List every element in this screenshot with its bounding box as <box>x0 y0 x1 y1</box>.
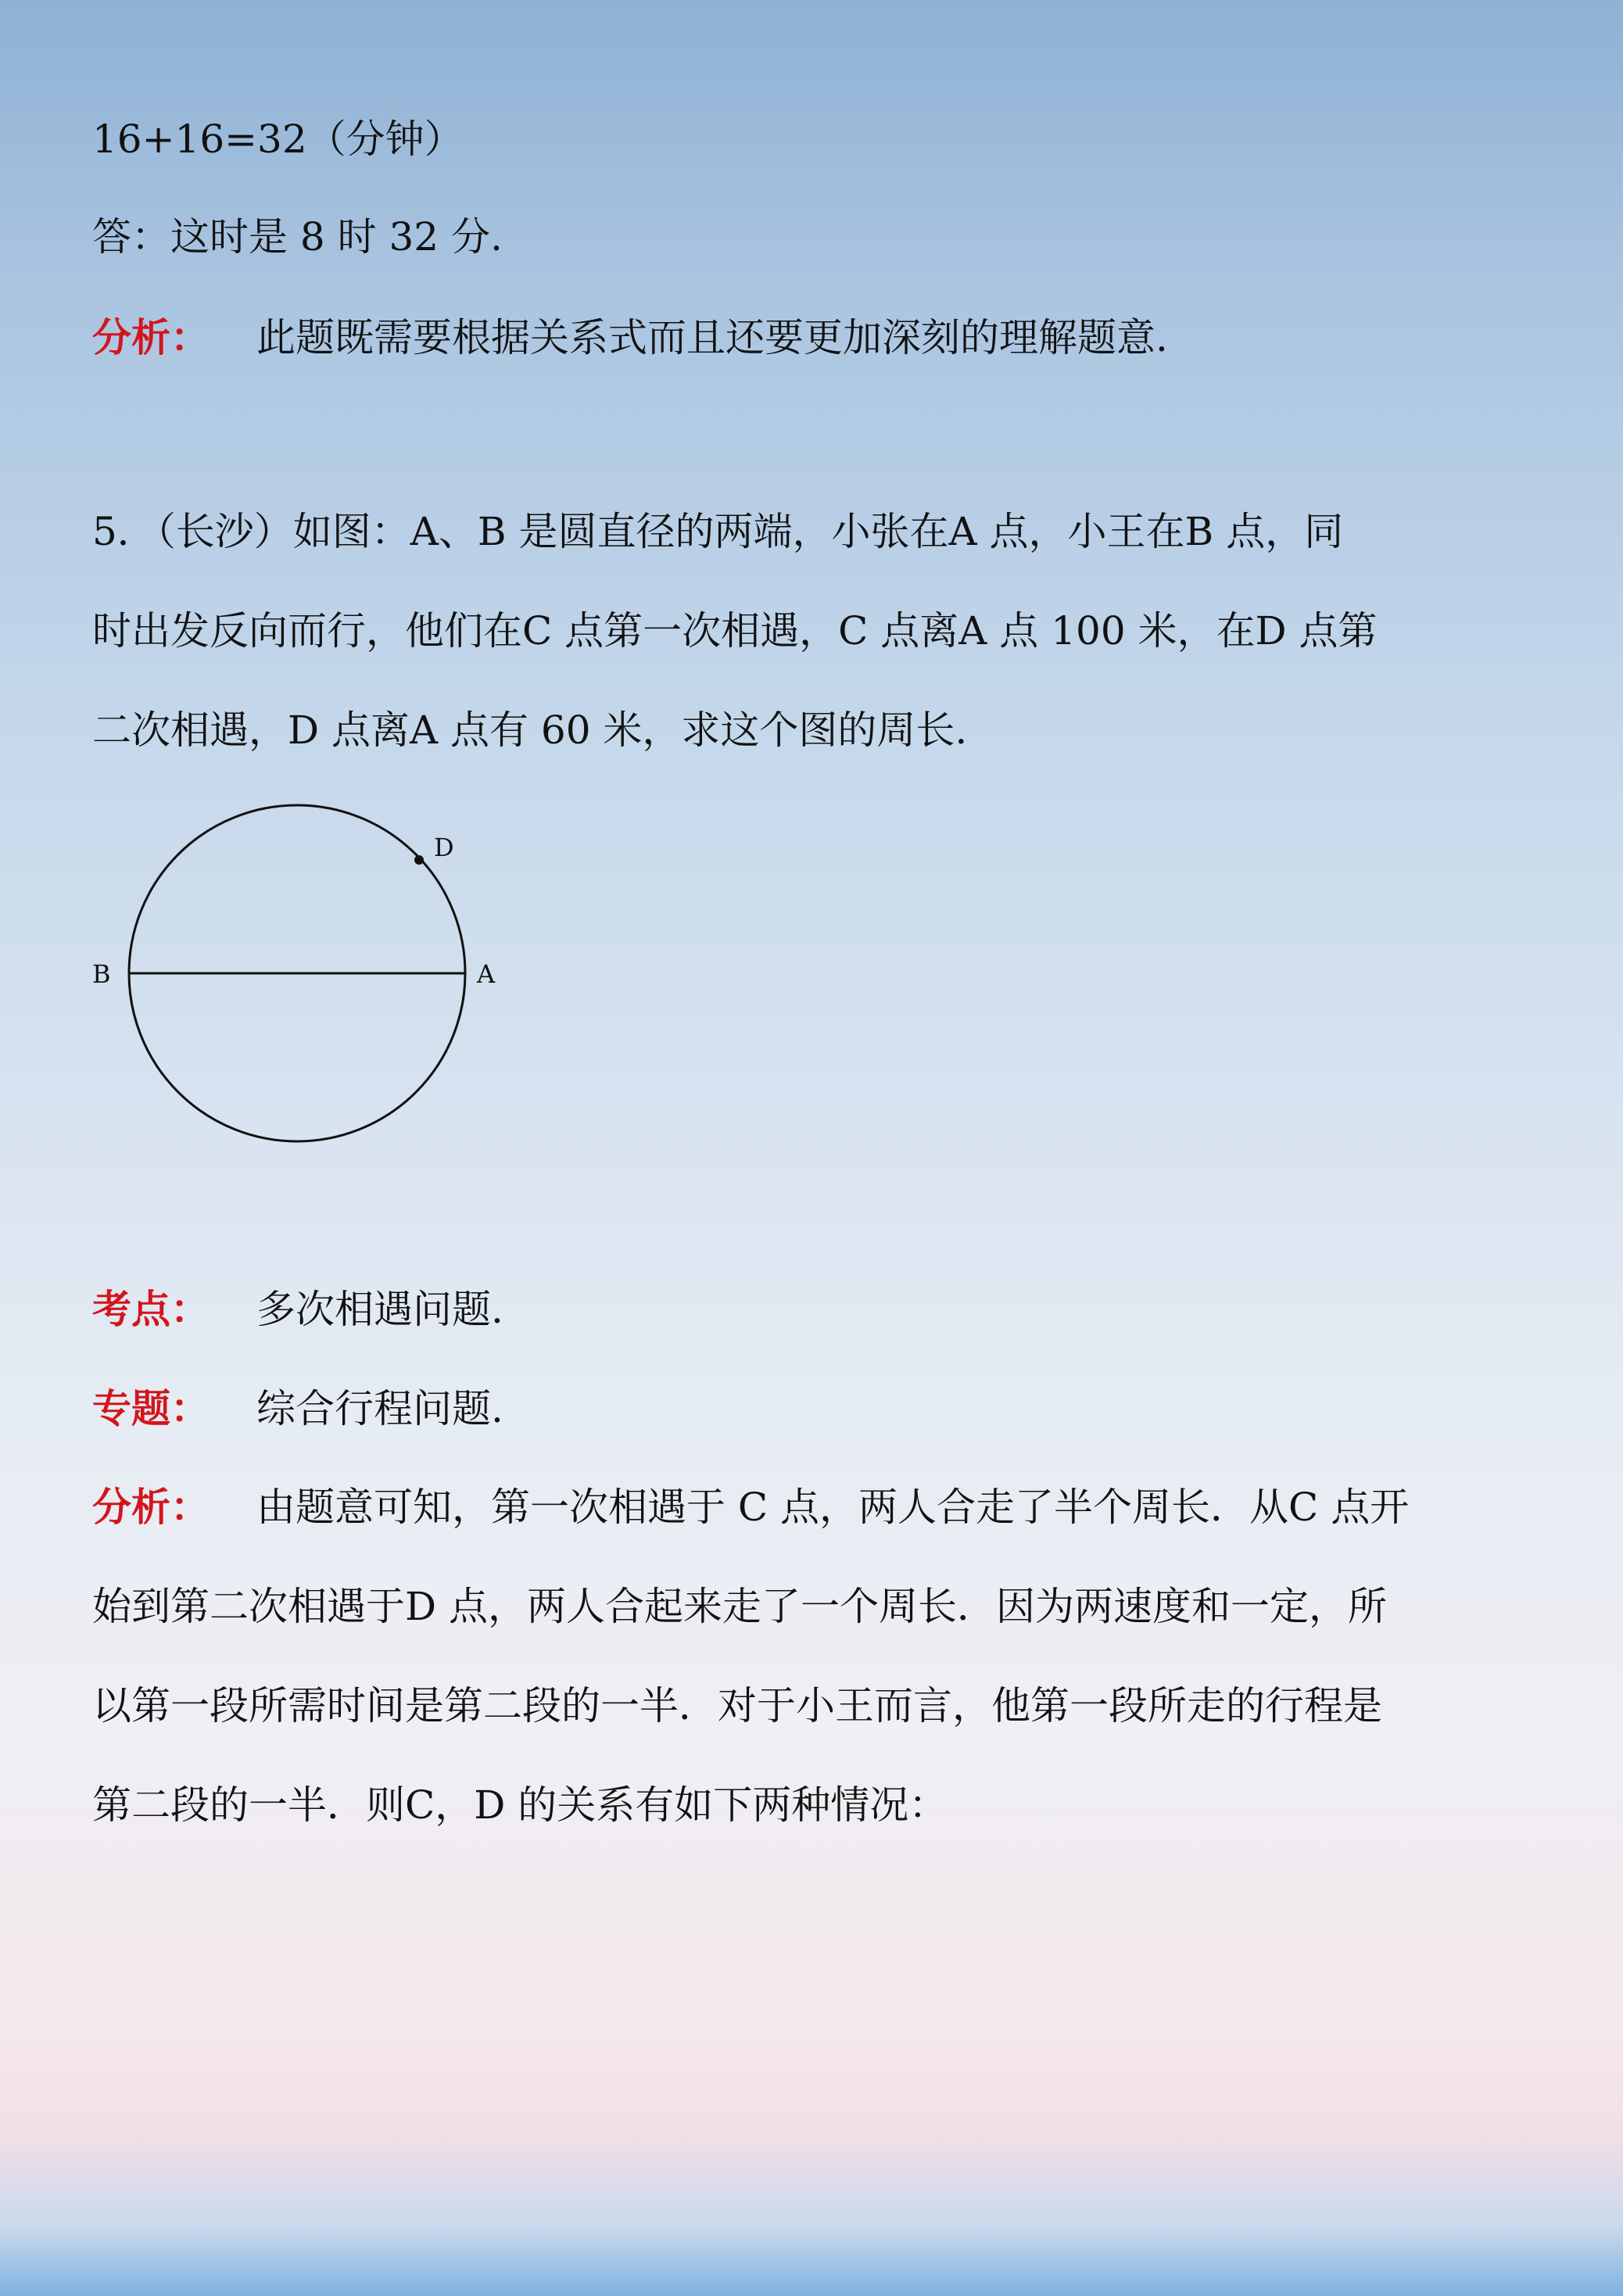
zhuanti-label: 专题： <box>92 1385 210 1431</box>
circle-diagram <box>78 790 516 1157</box>
label-b: B <box>92 959 111 989</box>
calc-line <box>92 116 464 163</box>
problem5-line3 <box>92 707 967 754</box>
analysis-text: 第二段的一半．则C，D 的关系有如下两种情况： <box>92 1782 948 1828</box>
problem-text: 5．（长沙）如图：A、B 是圆直径的两端，小张在A 点，小王在B 点，同 <box>92 509 1344 554</box>
calc-text: 16+16=32（分钟） <box>92 116 464 162</box>
analysis-text: 此题既需要根据关系式而且还要更加深刻的理解题意. <box>256 315 1168 360</box>
problem-text: 二次相遇，D 点离A 点有 60 米，求这个图的周长. <box>92 707 968 753</box>
label-d: D <box>434 833 454 862</box>
kaodian-text: 多次相遇问题. <box>256 1287 503 1332</box>
solution-analysis-line2 <box>92 1583 1387 1630</box>
analysis-label: 分析： <box>92 1484 210 1530</box>
analysis-line-section4 <box>92 314 1168 361</box>
analysis-text: 以第一段所需时间是第二段的一半．对于小王而言，他第一段所走的行程是 <box>92 1683 1382 1728</box>
analysis-label: 分析： <box>92 314 210 360</box>
zhuanti-text: 综合行程问题. <box>256 1386 503 1431</box>
zhuanti-line <box>92 1385 503 1432</box>
kaodian-label: 考点： <box>92 1286 210 1332</box>
problem5-line2 <box>92 607 1378 654</box>
analysis-text: 始到第二次相遇于D 点，两人合起来走了一个周长．因为两速度和一定，所 <box>92 1584 1387 1629</box>
solution-analysis-line4 <box>92 1782 948 1829</box>
label-a: A <box>477 959 496 989</box>
answer-text: 答：这时是 8 时 32 分. <box>92 214 503 260</box>
problem5-line1 <box>92 508 1343 555</box>
solution-analysis-line1 <box>92 1484 1409 1531</box>
point-d <box>414 855 424 865</box>
problem-text: 时出发反向而行，他们在C 点第一次相遇，C 点离A 点 100 米，在D 点第 <box>92 608 1378 654</box>
answer-line <box>92 213 503 260</box>
analysis-text: 由题意可知，第一次相遇于 C 点，两人合走了半个周长．从C 点开 <box>256 1485 1410 1530</box>
kaodian-line <box>92 1286 503 1333</box>
solution-analysis-line3 <box>92 1682 1382 1729</box>
